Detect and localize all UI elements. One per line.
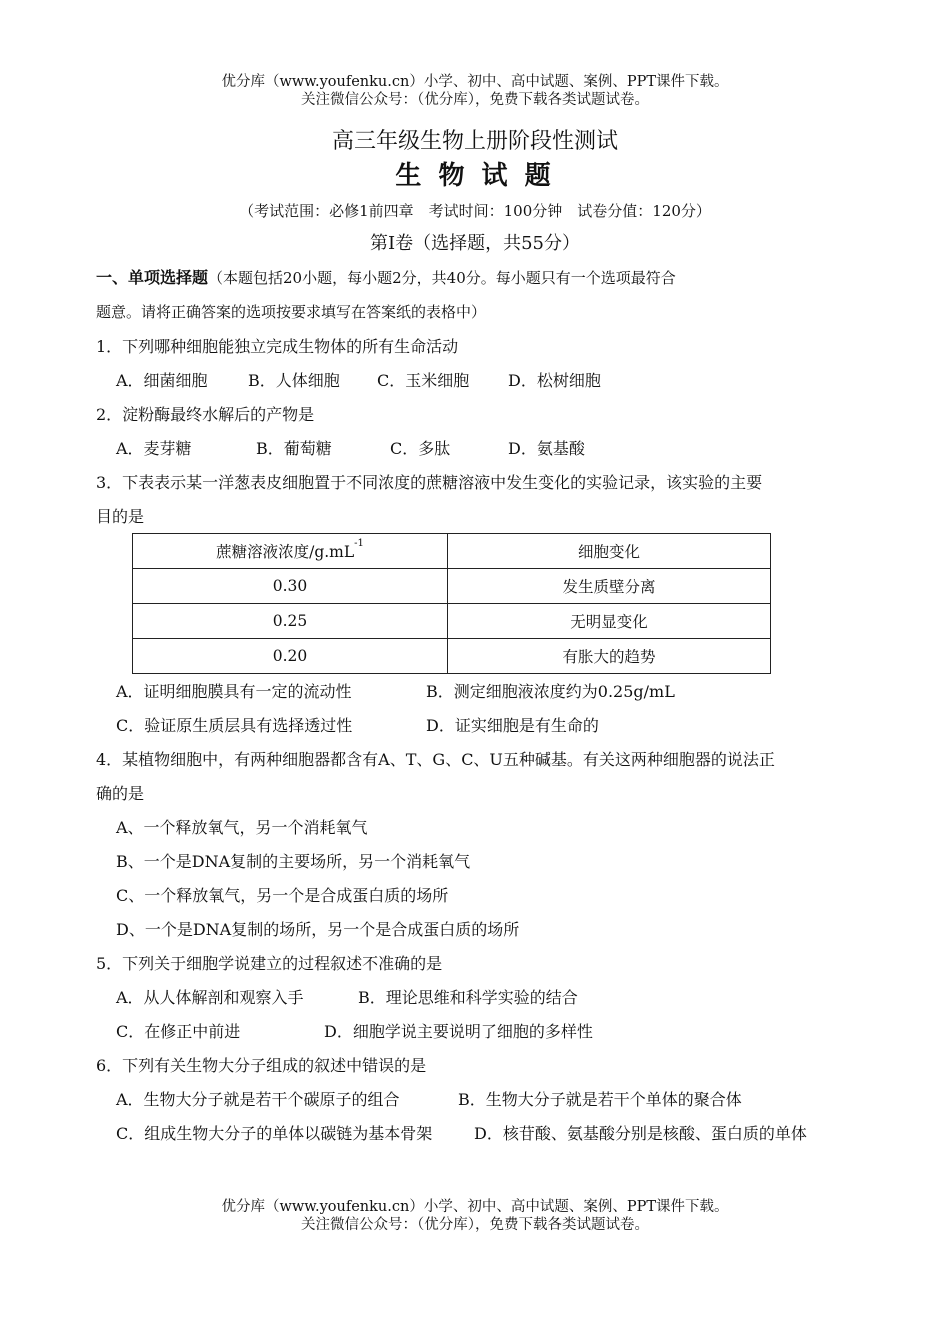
- q3-option-d: D．证实细胞是有生命的: [426, 716, 599, 735]
- q6-stem: 6．下列有关生物大分子组成的叙述中错误的是: [96, 1056, 427, 1075]
- table-cell-concentration: 0.25: [133, 604, 448, 639]
- q4-stem-line-2: 确的是: [96, 784, 145, 803]
- q6-option-d: D．核苷酸、氨基酸分别是核酸、蛋白质的单体: [474, 1124, 807, 1143]
- q1-option-d: D．松树细胞: [508, 371, 601, 390]
- q2-option-b: B．葡萄糖: [256, 439, 332, 458]
- instructions-label: 一、单项选择题: [96, 268, 209, 287]
- subject-title: 生 物 试 题: [395, 161, 555, 191]
- instructions-line-1: [96, 268, 676, 288]
- table-header-concentration: 蔗糖溶液浓度$/g.mL^{-1}$: [133, 534, 448, 569]
- q3-stem-line-1: 3．下表表示某一洋葱表皮细胞置于不同浓度的蔗糖溶液中发生变化的实验记录，该实验的主要: [96, 473, 763, 492]
- q3-stem-line-2: 目的是: [96, 507, 145, 526]
- q4-option-c: C、一个释放氧气，另一个是合成蛋白质的场所: [116, 886, 449, 905]
- q6-option-c: C．组成生物大分子的单体以碳链为基本骨架: [116, 1124, 433, 1143]
- q5-stem: 5．下列关于细胞学说建立的过程叙述不准确的是: [96, 954, 443, 973]
- table-cell-change: 无明显变化: [448, 604, 771, 639]
- q2-option-c: C．多肽: [390, 439, 451, 458]
- q3-option-b: B．测定细胞液浓度约为0.25g/mL: [426, 682, 675, 701]
- q2-option-a: A．麦芽糖: [116, 439, 192, 458]
- q1-stem: 1．下列哪种细胞能独立完成生物体的所有生命活动: [96, 337, 459, 356]
- q4-option-a: A、一个释放氧气，另一个消耗氧气: [116, 818, 368, 837]
- instructions-text-1: （本题包括20小题，每小题2分，共40分。每小题只有一个选项最符合: [208, 269, 676, 287]
- footer-promo-line-2: 关注微信公众号：（优分库），免费下载各类试题试卷。: [301, 1217, 649, 1233]
- table-cell-concentration: 0.30: [133, 569, 448, 604]
- q5-option-d: D．细胞学说主要说明了细胞的多样性: [324, 1022, 593, 1041]
- q4-option-d: D、一个是DNA复制的场所，另一个是合成蛋白质的场所: [116, 920, 520, 939]
- q6-option-a: A．生物大分子就是若干个碳原子的组合: [116, 1090, 400, 1109]
- table-row: [133, 569, 771, 604]
- q1-option-a: A．细菌细胞: [116, 371, 208, 390]
- section-heading: 第Ⅰ卷（选择题，共55分）: [369, 233, 580, 254]
- table-row: [133, 604, 771, 639]
- table-header-change: 细胞变化: [448, 534, 771, 569]
- q2-option-d: D．氨基酸: [508, 439, 585, 458]
- unit-superscript: -1: [354, 538, 364, 549]
- q3-option-c: C．验证原生质层具有选择透过性: [116, 716, 353, 735]
- q1-option-c: C．玉米细胞: [377, 371, 470, 390]
- q3-option-a: A．证明细胞膜具有一定的流动性: [116, 682, 352, 701]
- table-cell-change: 发生质壁分离: [448, 569, 771, 604]
- q1-option-b: B．人体细胞: [248, 371, 340, 390]
- q6-option-b: B．生物大分子就是若干个单体的聚合体: [458, 1090, 742, 1109]
- q4-option-b: B、一个是DNA复制的主要场所，另一个消耗氧气: [116, 852, 471, 871]
- q5-option-a: A．从人体解剖和观察入手: [116, 988, 304, 1007]
- table-cell-change: 有胀大的趋势: [448, 639, 771, 674]
- sucrose-table: [132, 533, 771, 674]
- exam-info: （考试范围：必修1前四章 考试时间：100分钟 试卷分值：120分）: [239, 202, 711, 220]
- q4-stem-line-1: 4．某植物细胞中，有两种细胞器都含有A、T、G、C、U五种碱基。有关这两种细胞器的说法正: [96, 750, 775, 769]
- exam-title: 高三年级生物上册阶段性测试: [331, 129, 618, 154]
- header-promo-line-1: 优分库（www.youfenku.cn）小学、初中、高中试题、案例、PPT课件下载。: [221, 74, 729, 90]
- table-row: [133, 639, 771, 674]
- footer-promo-line-1: 优分库（www.youfenku.cn）小学、初中、高中试题、案例、PPT课件下载。: [221, 1199, 729, 1215]
- q5-option-c: C．在修正中前进: [116, 1022, 241, 1041]
- table-cell-concentration: 0.20: [133, 639, 448, 674]
- instructions-line-2: 题意。请将正确答案的选项按要求填写在答案纸的表格中）: [96, 303, 487, 321]
- header-promo-line-2: 关注微信公众号：（优分库），免费下载各类试题试卷。: [301, 92, 649, 108]
- table-header-row: [133, 534, 771, 569]
- q5-option-b: B．理论思维和科学实验的结合: [358, 988, 578, 1007]
- q2-stem: 2．淀粉酶最终水解后的产物是: [96, 405, 315, 424]
